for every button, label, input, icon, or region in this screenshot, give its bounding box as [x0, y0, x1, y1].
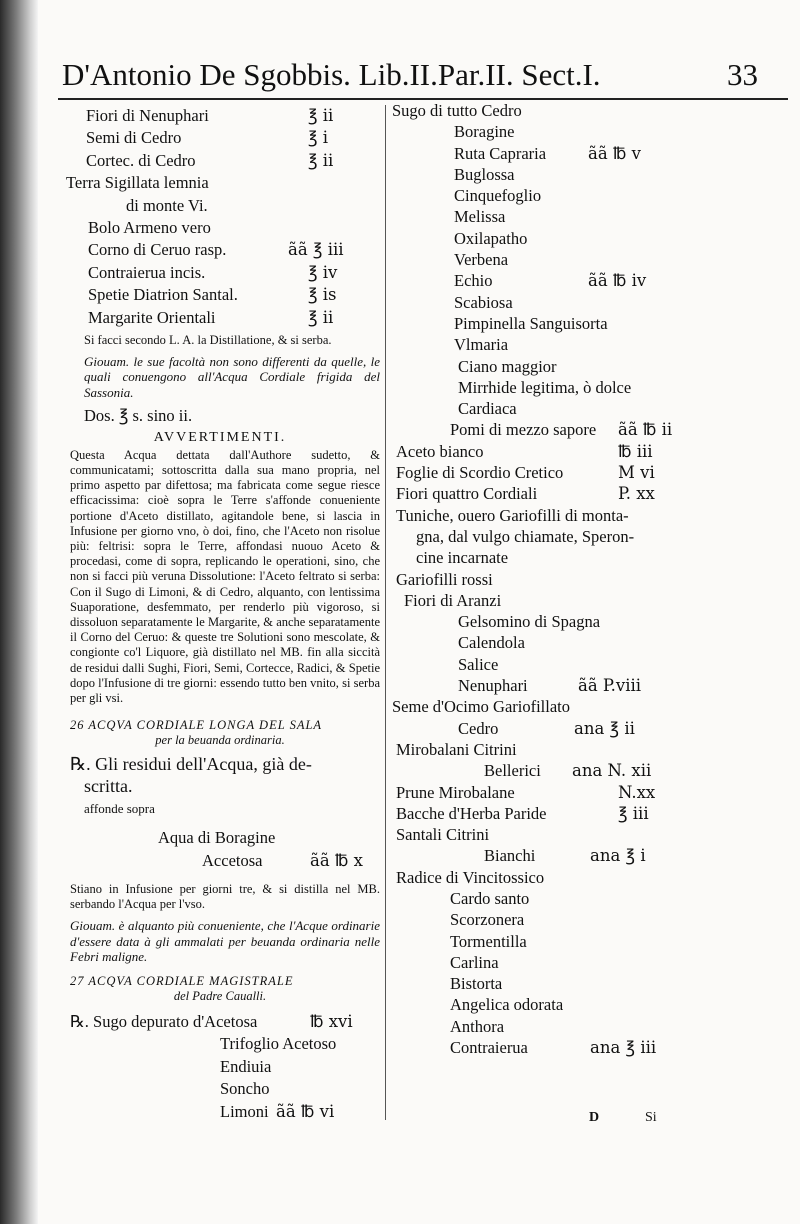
book-spine-shadow [0, 0, 38, 1224]
list-item: Oxilapatho [454, 228, 528, 248]
list-item: Nenuphari ãã P.viii [458, 676, 642, 696]
list-item: Fiori quattro Cordiali P. xx [396, 484, 655, 504]
catchword-line [575, 1110, 735, 1134]
list-item: Seme d'Ocimo Gariofillato [392, 697, 571, 717]
list-item: Ciano maggior [458, 356, 557, 376]
right-column [392, 100, 737, 1058]
list-item: Trifoglio Acetoso [220, 1034, 337, 1054]
list-item: Boragine [454, 122, 515, 142]
catchword: Si [645, 1110, 657, 1125]
giouam-note: Giouam. le sue facoltà non sono differenti da quelle, le quali conuengono all'Acqua Cordiale frigida del Sassonia. [84, 354, 380, 400]
list-item: Gariofilli rossi [396, 569, 493, 589]
list-item: Sugo di tutto Cedro [392, 101, 522, 120]
signature-mark: D [589, 1110, 600, 1125]
list-item: Contraierua incis. ℥ iv [88, 262, 338, 282]
list-item: Bianchi ana ℥ i [484, 846, 646, 866]
recipe26-giouam: Giouam. è alquanto più conueniente, che l'Acque ordinarie d'essere data à gli ammalati per beuanda ordinaria nelle Febri maligne. [70, 918, 380, 964]
column-divider [385, 105, 386, 1120]
list-item: Carlina [450, 952, 499, 972]
list-item: Soncho [220, 1079, 270, 1099]
list-item: Aceto bianco ℔ iii [396, 441, 653, 461]
list-item: Angelica odorata [450, 995, 564, 1015]
list-item: Foglie di Scordio Cretico M vi [396, 463, 655, 483]
recipe26-affonde: affonde sopra [84, 801, 155, 817]
list-item: Salice [458, 654, 499, 674]
list-item: Santali Citrini [396, 825, 490, 845]
running-title: D'Antonio De Sgobbis. Lib.II.Par.II. Sect.I. [62, 57, 601, 92]
recipe26-line1: ℞. Gli residui dell'Acqua, già de- [70, 754, 312, 775]
list-item: Anthora [450, 1016, 505, 1036]
list-item: ℞. Sugo depurato d'Acetosa ℔ xvi [70, 1011, 353, 1031]
list-item: cine incarnate [416, 548, 509, 568]
list-item: Cardo santo [450, 888, 530, 908]
recipe26-line2: scritta. [84, 776, 133, 797]
dose-line: Dos. ℥ s. sino ii. [84, 405, 193, 425]
list-item: Gelsomino di Spagna [458, 612, 601, 632]
list-item: Bacche d'Herba Paride ℥ iii [396, 803, 649, 823]
avvertimenti-heading: AVVERTIMENTI. [153, 429, 287, 445]
list-item: Pomi di mezzo sapore ãã ℔ ii [450, 420, 673, 440]
list-item: Melissa [454, 207, 506, 227]
list-item: Mirobalani Citrini [396, 739, 517, 759]
list-item: Ruta Capraria ãã ℔ v [454, 143, 641, 163]
recipe27-subtitle: del Padre Caualli. [173, 988, 267, 1003]
list-item: Prune Mirobalane N.xx [396, 782, 656, 802]
list-item: Calendola [458, 633, 525, 653]
list-item: Buglossa [454, 164, 515, 184]
list-item: Verbena [454, 250, 509, 270]
list-item: Fiori di Aranzi [404, 590, 502, 610]
list-item: Scorzonera [450, 910, 525, 930]
list-item: Pimpinella Sanguisorta [454, 313, 608, 333]
recipe27-title: 27 ACQVA CORDIALE MAGISTRALE [70, 973, 294, 988]
list-item: Fiori di Nenuphari ℥ ii [86, 106, 334, 125]
list-item: Tormentilla [450, 931, 527, 951]
recipe26-title: 26 ACQVA CORDIALE LONGA DEL SALA [70, 718, 323, 733]
list-item: Cortec. di Cedro ℥ ii [86, 150, 334, 170]
list-item: Corno di Ceruo rasp. ãã ℥ iii [88, 240, 344, 260]
list-item: Bistorta [450, 974, 503, 994]
list-item: Contraierua ana ℥ iii [450, 1038, 657, 1058]
distill-note: Si facci secondo L. A. la Distillatione, & si serba. [84, 332, 332, 347]
list-item: Cinquefoglio [454, 186, 542, 206]
running-header [62, 50, 762, 100]
list-item: Scabiosa [454, 292, 513, 312]
list-item: Echio ãã ℔ iv [454, 271, 647, 291]
list-item: di monte Vi. [126, 195, 208, 215]
avvertimenti-body: Questa Acqua dettata dall'Authore sudetto, & communicatami; sottoscritta dalla sua mano propria, nel primo aspetto par difettosa; ma fabricata come segue riesce efficacissima: cioè sopra le Terre s'affonde conueniente portione d'Aceto distillato, agitandole bene, si lascia in Infusione per giorno vno, ò doi, fino, che l'Aceto non risolue più: feltrisi: sopra le Terre, affondasi nuouo Aceto & procedasi, come di sopra, replicando le operationi, sino, che non si facci più veruna Dissolutione: l'Aceto feltrato si serba: Con il Sugo di Limoni, & di Cedro, alquanto, con lentissima Suaporatione, desfemmato, per renderlo più vigoroso, si dissoluon separatamente le Margarite, & anche separatamente il Corno del Ceruo: & queste tre Solutioni sono mescolate, & congionte co'l Liquore, già distillato nel MB. fin alla siccità de residui dalli Sughi, Fiori, Semi, Cortecce, Radici, & Spetie dopo l'Infusione di tre giorni: essendo tutto ben vnito, si serba per gli vsi. [70, 447, 380, 705]
list-item: Vlmaria [454, 335, 509, 355]
recipe26-note: Stiano in Infusione per giorni tre, & si distilla nel MB. serbando l'Acqua per l'vso. [70, 881, 380, 912]
list-item: Limoni ãã ℔ vi [220, 1101, 335, 1121]
list-item: Radice di Vincitossico [396, 867, 545, 887]
list-item: Semi di Cedro ℥ i [86, 128, 329, 148]
list-item: Tuniche, ouero Gariofilli di monta- [396, 505, 629, 525]
list-item: Cedro ana ℥ ii [458, 718, 635, 738]
list-item: Mirrhide legitima, ò dolce [458, 377, 632, 397]
list-item: Terra Sigillata lemnia [66, 173, 209, 193]
list-item: Cardiaca [458, 399, 517, 419]
list-item: Aqua di Boragine [158, 828, 276, 848]
left-column [60, 105, 380, 1123]
recipe26-subtitle: per la beuanda ordinaria. [155, 733, 285, 748]
list-item: gna, dal vulgo chiamate, Speron- [416, 526, 635, 546]
list-item: Bolo Armeno vero [88, 217, 211, 237]
recipe25-list [60, 105, 380, 329]
list-item: Margarite Orientali ℥ ii [88, 307, 334, 327]
list-item: Accetosa ãã ℔ x [202, 850, 363, 870]
list-item: Endiuia [220, 1056, 272, 1076]
list-item: Spetie Diatrion Santal. ℥ is [88, 285, 337, 305]
page-number: 33 [727, 57, 758, 92]
list-item: Bellerici ana N. xii [484, 761, 652, 781]
